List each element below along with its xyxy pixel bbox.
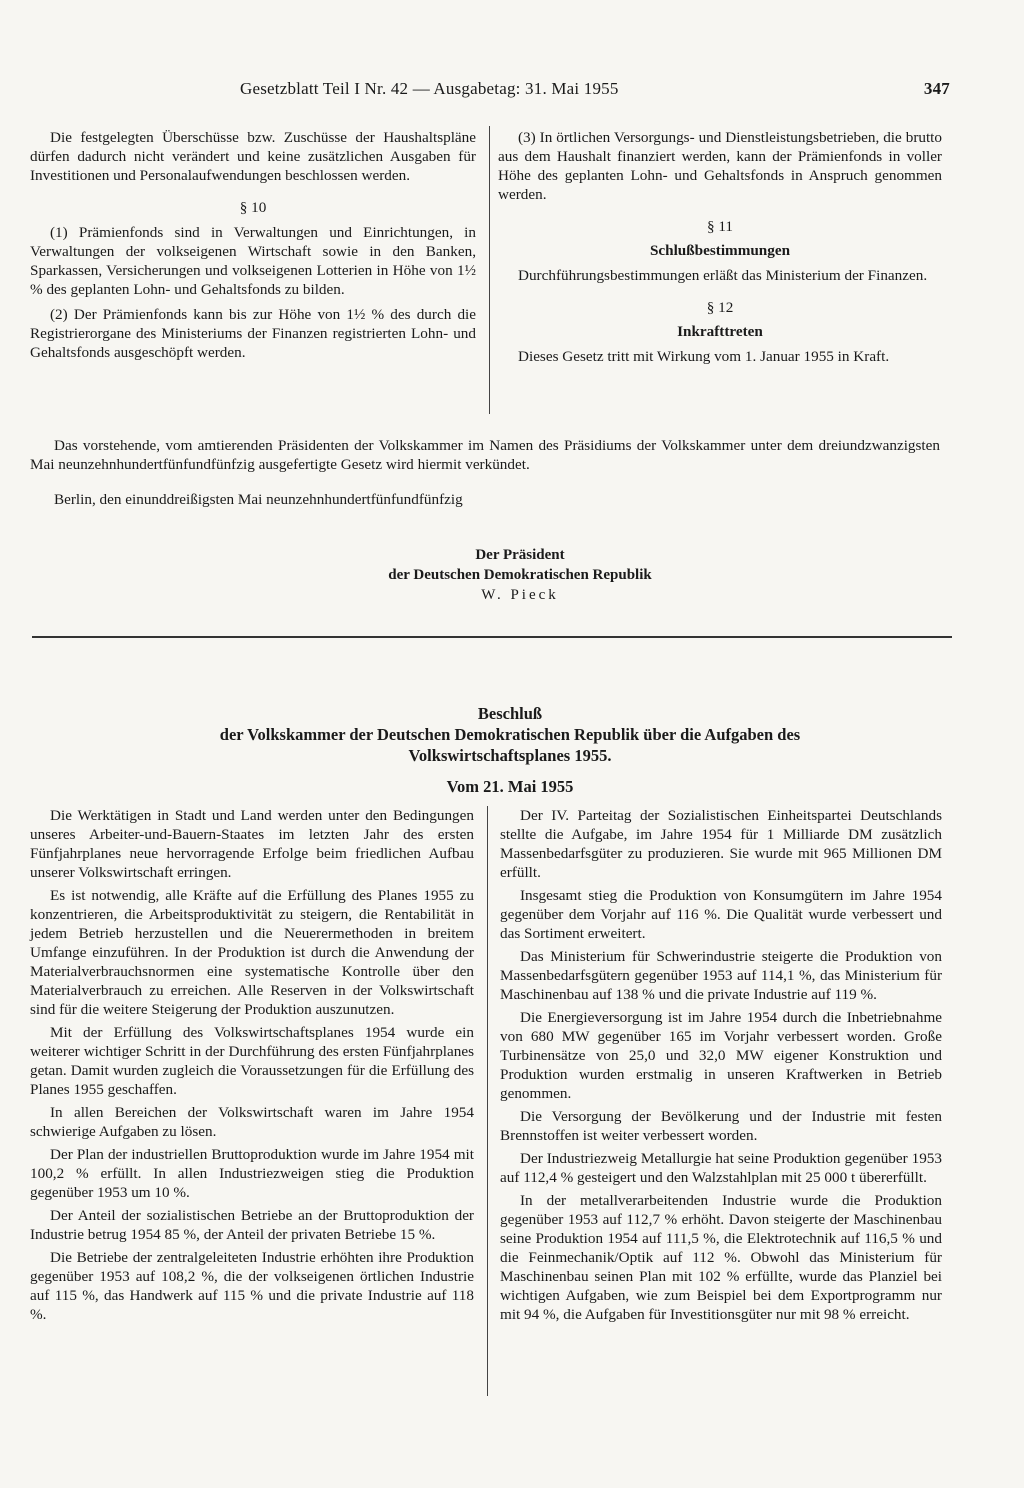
signer-name: W. Pieck	[481, 587, 559, 603]
running-header	[240, 79, 950, 99]
promulgation-text: Das vorstehende, vom amtierenden Präsidenten der Volkskammer im Namen des Präsidiums der Volkskammer unter dem dreiundzwanzigsten Mai neunzehnhundertfünfundfünfzig ausgefertigte Gesetz wird hiermit verkündet.	[30, 437, 940, 473]
resolution-title-line-3: Volkswirtschaftsplanes 1955.	[408, 746, 612, 765]
running-title: Gesetzblatt Teil I Nr. 42 — Ausgabetag: 31. Mai 1955	[240, 79, 619, 98]
resolution-title-line-1: Beschluß	[477, 704, 543, 723]
upper-left-column	[30, 128, 476, 362]
paragraph: Die festgelegten Überschüsse bzw. Zuschüsse der Haushaltspläne dürfen dadurch nicht verändert und keine zusätzlichen Ausgaben für Investitionen und Personalaufwendungen beschlossen werden.	[30, 129, 476, 184]
column-divider	[487, 806, 488, 1396]
paragraph: Mit der Erfüllung des Volkswirtschaftsplanes 1954 wurde ein weiterer wichtiger Schritt in der Durchführung des ersten Fünfjahrplanes getan. Damit wurden zugleich die Voraussetzungen für die Erfüllung des Planes 1955 geschaffen.	[30, 1024, 474, 1098]
paragraph: Das Ministerium für Schwerindustrie steigerte die Produktion von Massenbedarfsgütern gegenüber 1953 auf 114,1 %, das Ministerium für Maschinenbau auf 138 % und die private Industrie auf 119 %.	[500, 948, 942, 1003]
upper-right-column	[498, 128, 942, 366]
resolution-right-column	[500, 806, 942, 1324]
paragraph: (2) Der Prämienfonds kann bis zur Höhe von 1½ % des durch die Registrierorgane des Ministeriums der Finanzen registrierten Lohn- und Gehaltsfonds ausgeschöpft werden.	[30, 306, 476, 361]
paragraph: Der Plan der industriellen Bruttoproduktion wurde im Jahre 1954 mit 100,2 % erfüllt. In allen Industriezweigen stieg die Produktion gegenüber 1953 um 10 %.	[30, 1146, 474, 1201]
section-heading: § 11	[706, 218, 733, 235]
paragraph: (1) Prämienfonds sind in Verwaltungen und Einrichtungen, in Verwaltungen der volkseigenen Wirtschaft sowie in den Banken, Sparkassen, Versicherungen und volkseigenen Lotterien in Höhe von 1½ % des geplanten Lohn- und Gehaltsfonds zu bilden.	[30, 224, 476, 298]
signature-block	[290, 545, 750, 605]
resolution-left-column	[30, 806, 474, 1324]
paragraph: Der Anteil der sozialistischen Betriebe an der Bruttoproduktion der Industrie betrug 1954 85 %, der Anteil der privaten Betriebe 15 %.	[30, 1207, 474, 1243]
paragraph: In allen Bereichen der Volkswirtschaft waren im Jahre 1954 schwierige Aufgaben zu lösen.	[30, 1104, 474, 1140]
paragraph: Der Industriezweig Metallurgie hat seine Produktion gegenüber 1953 auf 112,4 % gesteigert und den Walzstahlplan mit 25 000 t übererfüllt.	[500, 1150, 942, 1186]
resolution-date: Vom 21. Mai 1955	[446, 777, 574, 796]
resolution-title-line-2: der Volkskammer der Deutschen Demokratischen Republik über die Aufgaben des	[219, 725, 801, 744]
paragraph: Die Werktätigen in Stadt und Land werden unter den Bedingungen unseres Arbeiter-und-Bauern-Staates im letzten Jahr des ersten Fünfjahrplanes neue hervorragende Erfolge beim friedlichen Aufbau unserer Volkswirtschaft erringen.	[30, 807, 474, 881]
paragraph: Insgesamt stieg die Produktion von Konsumgütern im Jahre 1954 gegenüber dem Vorjahr auf 116 %. Die Qualität wurde verbessert und das Sortiment erweitert.	[500, 887, 942, 942]
paragraph: Durchführungsbestimmungen erläßt das Ministerium der Finanzen.	[518, 267, 928, 284]
section-rule	[32, 636, 952, 638]
column-divider	[489, 126, 490, 414]
page-number: 347	[923, 79, 950, 98]
signer-title-2: der Deutschen Demokratischen Republik	[388, 567, 652, 583]
paragraph: Es ist notwendig, alle Kräfte auf die Erfüllung des Planes 1955 zu konzentrieren, die Arbeitsproduktivität zu steigern, die Rentabilität in jedem Betrieb herzustellen und die Neuerermethoden in breitem Umfange einzuführen. In der Produktion ist durch die Anwendung der Materialverbrauchsnormen eine systematische Kontrolle über den Materialverbrauch zu erreichen. Alle Reserven in der Volkswirtschaft sind für die weitere Steigerung der Produktion auszunutzen.	[30, 887, 474, 1018]
paragraph: Die Versorgung der Bevölkerung und der Industrie mit festen Brennstoffen ist weiter verbessert worden.	[500, 1108, 942, 1144]
paragraph: (3) In örtlichen Versorgungs- und Dienstleistungsbetrieben, die brutto aus dem Haushalt finanziert werden, kann der Prämienfonds in voller Höhe des geplanten Lohn- und Gehaltsfonds in Anspruch genommen werden.	[498, 129, 942, 203]
resolution-title	[100, 703, 920, 766]
paragraph: Die Energieversorgung ist im Jahre 1954 durch die Inbetriebnahme von 680 MW gegenüber 165 im Vorjahr verbessert worden. Große Turbinensätze von 25,0 und 32,0 MW eigener Konstruktion und Produktion wurden erstmalig in unseren Kraftwerken in Betrieb genommen.	[500, 1009, 942, 1102]
section-title: Inkrafttreten	[677, 323, 763, 340]
signer-title: Der Präsident	[475, 547, 565, 563]
section-title: Schlußbestimmungen	[649, 242, 791, 259]
paragraph: Die Betriebe der zentralgeleiteten Industrie erhöhten ihre Produktion gegenüber 1953 auf 108,2 %, die der volkseigenen örtlichen Industrie auf 115 %, das Handwerk auf 115 % und die private Industrie auf 118 %.	[30, 1249, 474, 1323]
promulgation-block	[30, 436, 940, 509]
paragraph: Der IV. Parteitag der Sozialistischen Einheitspartei Deutschlands stellte die Aufgabe, im Jahre 1954 für 1 Milliarde DM zusätzlich Massenbedarfsgüter zu produzieren. Sie wurde mit 965 Millionen DM erfüllt.	[500, 807, 942, 881]
paragraph: In der metallverarbeitenden Industrie wurde die Produktion gegenüber 1953 auf 112,7 % erhöht. Davon steigerte der Maschinenbau seine Produktion 1954 auf 111,5 %, die Elektrotechnik auf 116,5 % und die Feinmechanik/Optik auf 112 %. Obwohl das Ministerium für Maschinenbau seinen Plan mit 102 % erfüllte, wurde das Planziel bei wichtigen Aufgaben, wie zum Beispiel bei dem Exportprogramm nur mit 94 %, die Aufgaben für Investitionsgüter nur mit 98 % erreicht.	[500, 1192, 942, 1323]
place-date: Berlin, den einunddreißigsten Mai neunzehnhundertfünfundfünfzig	[54, 491, 463, 508]
paragraph: Dieses Gesetz tritt mit Wirkung vom 1. Januar 1955 in Kraft.	[518, 348, 890, 365]
section-heading: § 12	[706, 299, 734, 316]
section-heading: § 10	[239, 199, 267, 216]
